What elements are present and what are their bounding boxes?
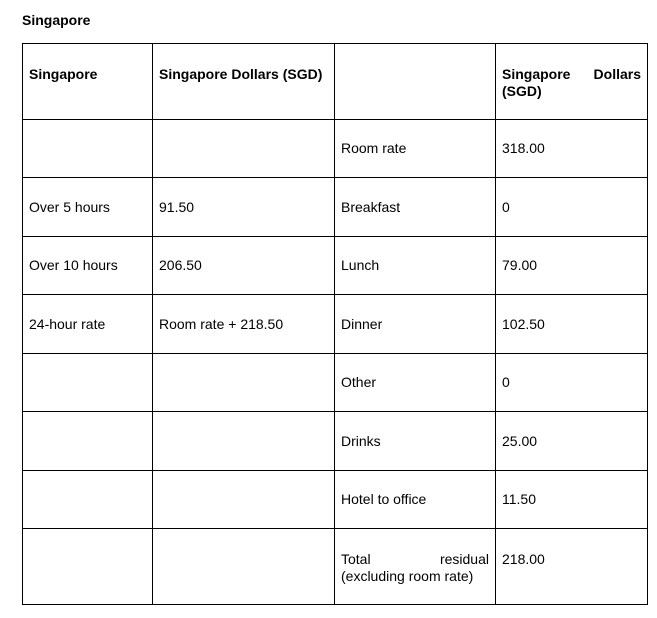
table-row: [23, 471, 648, 529]
amount-cell: 11.50: [496, 471, 648, 529]
page-title: Singapore: [22, 12, 91, 28]
header-cell-amount-sgd: Singapore Dollars (SGD): [496, 44, 648, 120]
duration-cell: 24-hour rate: [23, 295, 153, 354]
table-row: [23, 120, 648, 178]
header-cell-location: Singapore: [23, 44, 153, 120]
duration-cell: [23, 529, 153, 605]
table-header-row: [23, 44, 648, 120]
allowance-cell: [153, 471, 335, 529]
item-cell: Other: [335, 354, 496, 412]
amount-cell: 79.00: [496, 237, 648, 295]
allowance-cell: [153, 120, 335, 178]
item-cell: Hotel to office: [335, 471, 496, 529]
duration-cell: Over 5 hours: [23, 178, 153, 237]
amount-cell: 25.00: [496, 412, 648, 471]
amount-cell: 0: [496, 354, 648, 412]
amount-cell: 218.00: [496, 529, 648, 605]
rates-table: [22, 43, 648, 605]
duration-cell: [23, 120, 153, 178]
amount-cell: 102.50: [496, 295, 648, 354]
table-row: [23, 295, 648, 354]
allowance-cell: [153, 529, 335, 605]
amount-cell: 318.00: [496, 120, 648, 178]
item-cell: Dinner: [335, 295, 496, 354]
item-cell: Total residual (excluding room rate): [335, 529, 496, 605]
table-row: [23, 178, 648, 237]
allowance-cell: 206.50: [153, 237, 335, 295]
item-cell: Breakfast: [335, 178, 496, 237]
table-row: [23, 412, 648, 471]
duration-cell: [23, 412, 153, 471]
allowance-cell: [153, 354, 335, 412]
item-cell: Drinks: [335, 412, 496, 471]
item-cell: Lunch: [335, 237, 496, 295]
allowance-cell: 91.50: [153, 178, 335, 237]
duration-cell: [23, 354, 153, 412]
duration-cell: [23, 471, 153, 529]
amount-cell: 0: [496, 178, 648, 237]
duration-cell: Over 10 hours: [23, 237, 153, 295]
table-row: [23, 529, 648, 605]
allowance-cell: Room rate + 218.50: [153, 295, 335, 354]
header-cell-item: [335, 44, 496, 120]
table-row: [23, 354, 648, 412]
item-cell: Room rate: [335, 120, 496, 178]
table-row: [23, 237, 648, 295]
header-cell-allowance-sgd: Singapore Dollars (SGD): [153, 44, 335, 120]
allowance-cell: [153, 412, 335, 471]
